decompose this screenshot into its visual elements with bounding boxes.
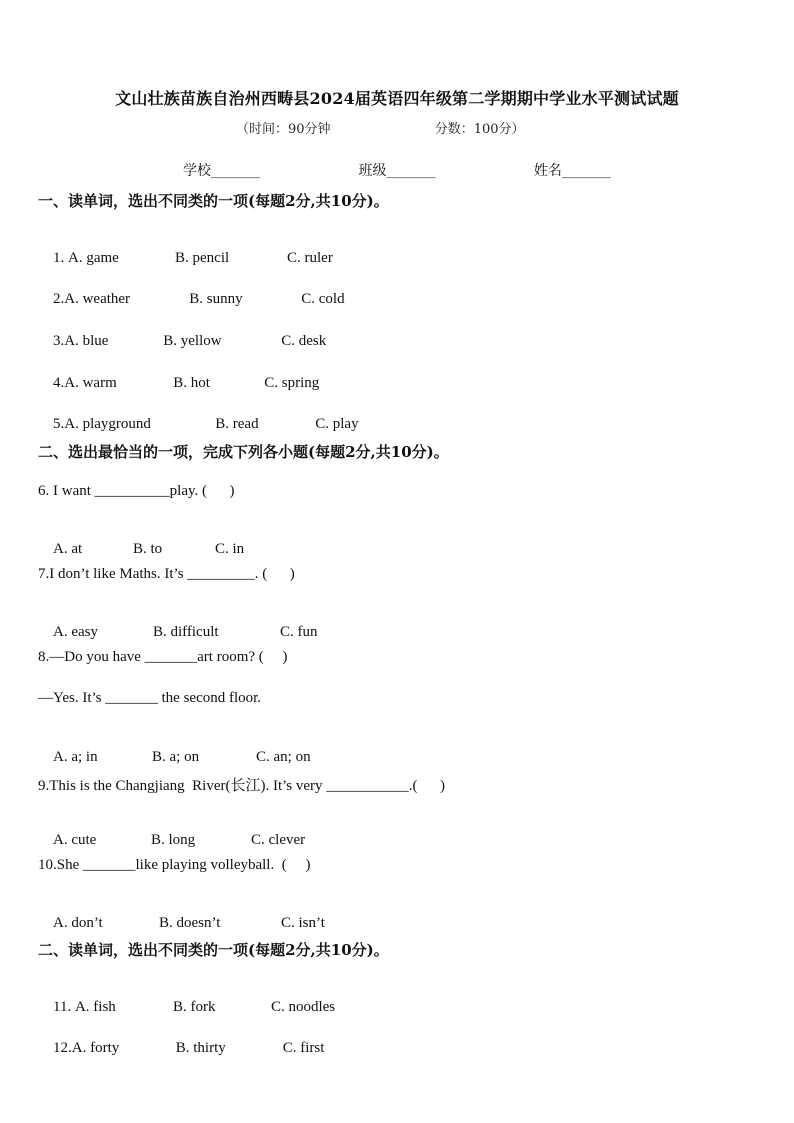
exam-score: 分数：100分） xyxy=(434,122,525,137)
option-c: C. clever xyxy=(251,832,306,848)
option-b: B. pencil xyxy=(175,250,230,266)
option-b: B. to xyxy=(133,541,163,557)
question-number: 3. xyxy=(53,333,65,349)
question-9-stem: 9.This is the Changjiang River(长江). It’s very ___________.( ) xyxy=(38,778,446,794)
name-field: 姓名_______ xyxy=(533,163,611,179)
section-1-heading: 一、读单词，选出不同类的一项(每题2分,共10分)。 xyxy=(38,192,389,210)
question-7-stem: 7.I don’t like Maths. It’s _________. ( ) xyxy=(38,566,295,582)
question-number: 1. xyxy=(53,250,68,266)
option-c: C. isn’t xyxy=(281,915,325,931)
option-a: A. at xyxy=(53,541,83,557)
section-2-heading: 二、选出最恰当的一项，完成下列各小题(每题2分,共10分)。 xyxy=(38,443,449,461)
option-a: A. easy xyxy=(53,624,98,640)
question-10-stem: 10.She _______like playing volleyball. ( ) xyxy=(38,857,311,873)
option-b: B. hot xyxy=(173,375,210,391)
question-number: 12. xyxy=(53,1040,72,1056)
option-b: B. sunny xyxy=(189,291,243,307)
option-a: A. fish xyxy=(74,999,116,1015)
option-b: B. thirty xyxy=(175,1040,226,1056)
option-c: C. in xyxy=(215,541,245,557)
question-12 xyxy=(38,1023,324,1074)
student-info xyxy=(183,160,611,180)
option-a: A. game xyxy=(68,250,119,266)
exam-time: （时间：90分钟 xyxy=(236,122,331,137)
option-c: C. cold xyxy=(301,291,345,307)
question-8-stem-reply: —Yes. It’s _______ the second floor. xyxy=(38,690,262,706)
school-field: 学校_______ xyxy=(183,163,260,179)
question-8-stem: 8.—Do you have _______art room? ( ) xyxy=(38,649,288,665)
question-number: 4. xyxy=(53,375,65,391)
option-c: C. an; on xyxy=(256,749,311,765)
option-a: A. blue xyxy=(64,333,109,349)
class-field: 班级_______ xyxy=(358,163,436,179)
option-b: B. a; on xyxy=(152,749,200,765)
question-number: 5. xyxy=(53,416,65,432)
option-c: C. spring xyxy=(264,375,320,391)
option-a: A. don’t xyxy=(53,915,103,931)
option-b: B. yellow xyxy=(163,333,222,349)
option-c: C. first xyxy=(282,1040,325,1056)
option-b: B. fork xyxy=(172,999,216,1015)
section-3-heading: 二、读单词，选出不同类的一项(每题2分,共10分)。 xyxy=(38,941,389,959)
option-b: B. read xyxy=(215,416,259,432)
option-c: C. noodles xyxy=(270,999,336,1015)
option-b: B. difficult xyxy=(153,624,219,640)
question-number: 11. xyxy=(53,999,75,1015)
option-a: A. warm xyxy=(64,375,117,391)
exam-title: 文山壮族苗族自治州西畴县2024届英语四年级第二学期期中学业水平测试试题 xyxy=(115,89,679,108)
question-number: 2. xyxy=(53,291,65,307)
option-b: B. long xyxy=(151,832,196,848)
option-a: A. cute xyxy=(53,832,97,848)
exam-subtitle xyxy=(236,118,525,137)
option-a: A. a; in xyxy=(53,749,98,765)
option-b: B. doesn’t xyxy=(159,915,221,931)
option-a: A. forty xyxy=(71,1040,120,1056)
option-c: C. ruler xyxy=(287,250,333,266)
option-a: A. playground xyxy=(64,416,151,432)
option-c: C. fun xyxy=(280,624,318,640)
option-c: C. desk xyxy=(281,333,327,349)
question-6-stem: 6. I want __________play. ( ) xyxy=(38,483,235,499)
option-a: A. weather xyxy=(64,291,131,307)
option-c: C. play xyxy=(315,416,359,432)
